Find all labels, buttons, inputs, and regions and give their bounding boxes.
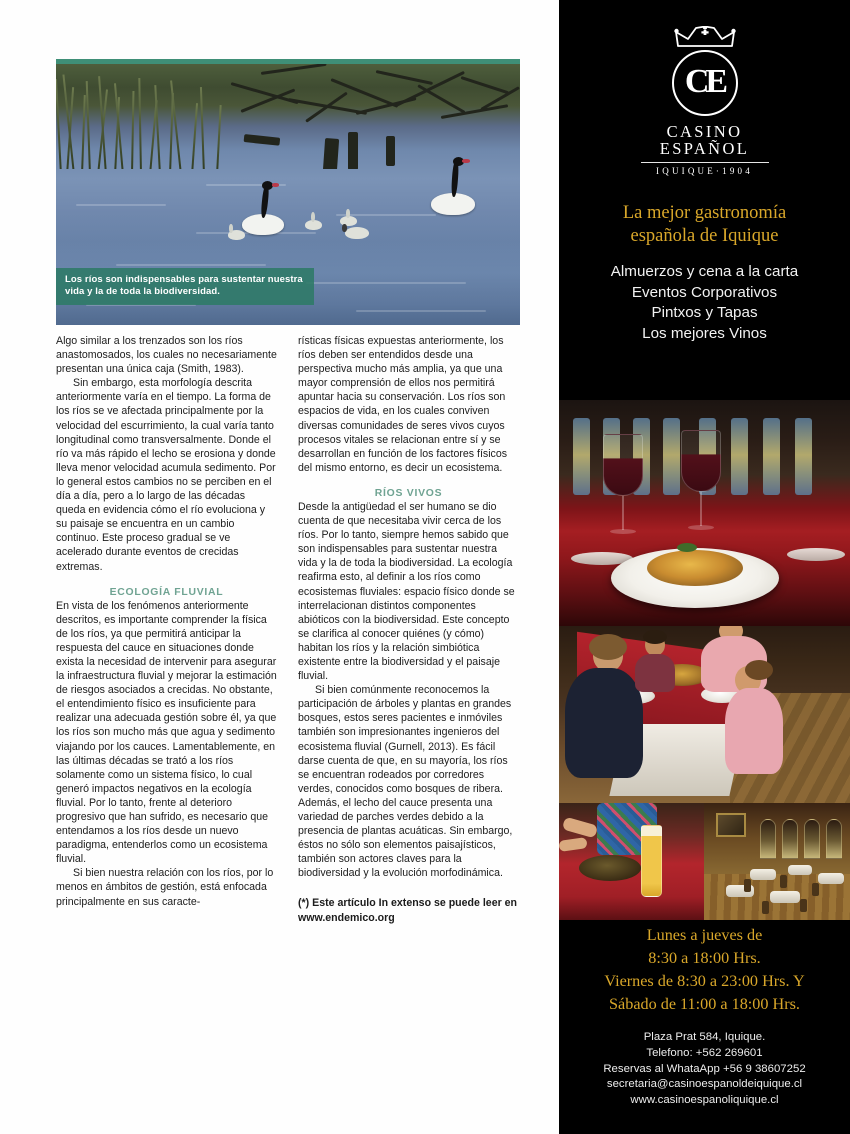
- ad-headline-line2: española de Iquique: [630, 226, 779, 246]
- ad-headline-line1: La mejor gastronomía: [622, 203, 787, 223]
- contact-email[interactable]: secretaria@casinoespanoldeiquique.cl: [606, 1078, 803, 1091]
- logo-name-line2: ESPAÑOL: [659, 138, 750, 158]
- ad-opening-hours: [559, 924, 850, 1016]
- casino-espanol-logo: [559, 0, 850, 176]
- paragraph: Si bien comúnmente reconocemos la participación de árboles y plantas en grandes bosques, estos seres pacientes e inmóviles también son impresionantes ingenieros del ecosistema fluvial (Gurnell, 2013). Es fácil darse cuenta de que, en su mayoría, los ríos se encuentran rodeados por corredores verdes, conocidos como bosques de ribera. Además, el lecho del cauce presenta una variedad de parches verdes debido a la presencia de plantas acuáticas. Sin embargo, éstos no sólo son elementos paisajísticos, también son actores claves para la biodiversidad y la evolución morfodinámica.: [298, 684, 513, 880]
- garnish: [677, 543, 697, 552]
- offer-item: Los mejores Vinos: [642, 324, 767, 342]
- ad-contact-info: [559, 1030, 850, 1109]
- paragraph: Sin embargo, esta morfología descrita anteriormente varía en el tiempo. La forma de los ríos se ve afectada principalmente por la velocidad del escurrimiento, la cual varía tanto longitudinal como transversalmente. Donde el río va más rápido el lecho se erosiona y donde lleva menor velocidad acumula sedimento. Por lo general estos cambios no se perciben en el día a día, pero a lo largo de las décadas queda en evidencia cómo el río evoluciona y su paisaje se encuentra en un cambio continuo. Este proceso gradual se ve acelerado durante eventos de crecidas extremas.: [56, 377, 276, 573]
- hero-photo-image: [56, 64, 520, 325]
- photo-sharing-meal-beer: [559, 803, 704, 920]
- contact-address: Plaza Prat 584, Iquique.: [643, 1031, 766, 1043]
- hours-line: Viernes de 8:30 a 23:00 Hrs. Y: [604, 972, 805, 990]
- paragraph: Algo similar a los trenzados son los ríos anastomosados, los cuales no necesariamente presentan una única caja (Smith, 1983).: [56, 335, 277, 376]
- contact-phone: Telefono: +562 269601: [646, 1046, 763, 1059]
- offer-item: Almuerzos y cena a la carta: [610, 263, 799, 280]
- ad-photo-collage: [559, 400, 850, 920]
- ad-headline: [559, 202, 850, 248]
- hours-line: 8:30 a 18:00 Hrs.: [648, 949, 761, 967]
- paragraph: rísticas físicas expuestas anteriormente, los ríos deben ser entendidos desde una perspectiva mucho más amplia, ya que una mayor comprensión de ellos nos permitirá apuntar hacia su conservación. Los ríos son espacios de vida, en los cuales conviven diversas comunidades de seres vivos cuyos procesos vitales se relacionan entre sí y se desarrollan en función de los factores físicos del mismo entorno, es decir un ecosistema.: [298, 335, 508, 474]
- photo-family-dining: [559, 626, 850, 803]
- ad-offer-list: [559, 262, 850, 344]
- hours-line: Lunes a jueves de: [646, 926, 763, 944]
- offer-item: Pintxos y Tapas: [651, 304, 758, 321]
- section-heading-ecologia-fluvial: ECOLOGÍA FLUVIAL: [109, 586, 224, 598]
- hero-caption: Los ríos son indispensables para sustentar nuestra vida y la de toda la biodiversidad.: [56, 268, 314, 305]
- serving-pan: [579, 855, 641, 881]
- ce-monogram: [672, 50, 738, 116]
- logo-divider: [641, 162, 769, 163]
- dish-food: [647, 550, 743, 586]
- contact-whatsapp: Reservas al WhataApp +56 9 38607252: [603, 1062, 806, 1075]
- reeds-band: [56, 64, 520, 169]
- crown-icon: [674, 26, 736, 48]
- advertisement-panel: [559, 0, 850, 1134]
- hours-line: Sábado de 11:00 a 18:00 Hrs.: [609, 995, 800, 1013]
- article-columns: [56, 334, 520, 1054]
- offer-item: Eventos Corporativos: [631, 283, 778, 301]
- article-column-right: [298, 334, 519, 1054]
- beer-glass: [641, 825, 662, 897]
- ce-monogram-text: CE: [684, 63, 725, 100]
- paragraph: En vista de los fenómenos anteriormente descritos, es importante comprender la física de los ríos, ya que permitirá anticipar la respuesta del cauce en situaciones donde exista la necesidad de intervenir para asegurar la infraestructura fluvial y mejorar la estimación de riesgos asociados a crecidas. No obstante, el entendimiento físico es insuficiente para realizar una adecuada gestión sobre él, ya que los ríos son mucho más que agua y sedimento viajando por los cauces. Lamentablemente, en las últimas décadas se trató a los ríos solamente como un sistema físico, lo cual generó impactos negativos en la ecología fluvial. Por lo tanto, frente al deterioro progresivo que han sufrido, es necesario que entendamos a los ríos desde un nuevo paradigma, entenderlos como un ecosistema fluvial.: [56, 599, 277, 866]
- paragraph: Si bien nuestra relación con los ríos, por lo menos en ámbitos de gestión, está enfocada principalmente en sus caracte-: [56, 867, 274, 908]
- paragraph: Desde la antigüedad el ser humano se dio cuenta de que necesitaba vivir cerca de los ríos. Por lo tanto, siempre hemos sabido que son indispensables para sustentar nuestra vida y la de toda la biodiversidad. La ecología reafirma esto, al definir a los ríos como ecosistemas fluviales: espacio físico donde se interrelacionan distintos componentes abióticos con la biodiversidad. Este concepto se clarifica al conocer quiénes (y cómo) habitan los ríos y la relación simbiótica existente entre la biodiversidad y el paisaje fluvial.: [298, 500, 515, 683]
- wall-painting: [716, 813, 746, 837]
- photo-plated-dish-with-wine: [559, 400, 850, 626]
- photo-dining-hall: [704, 803, 850, 920]
- article-column-left: [56, 334, 277, 1054]
- hero-photo-swans: [56, 59, 520, 325]
- article-footnote: (*) Este artículo In extenso se puede leer en www.endemico.org: [298, 897, 518, 924]
- contact-website[interactable]: www.casinoespanoliquique.cl: [630, 1094, 779, 1107]
- logo-subtitle: IQUIQUE·1904: [656, 166, 753, 176]
- section-heading-rios-vivos: RÍOS VIVOS: [374, 487, 443, 499]
- logo-name-line1: CASINO: [666, 122, 743, 141]
